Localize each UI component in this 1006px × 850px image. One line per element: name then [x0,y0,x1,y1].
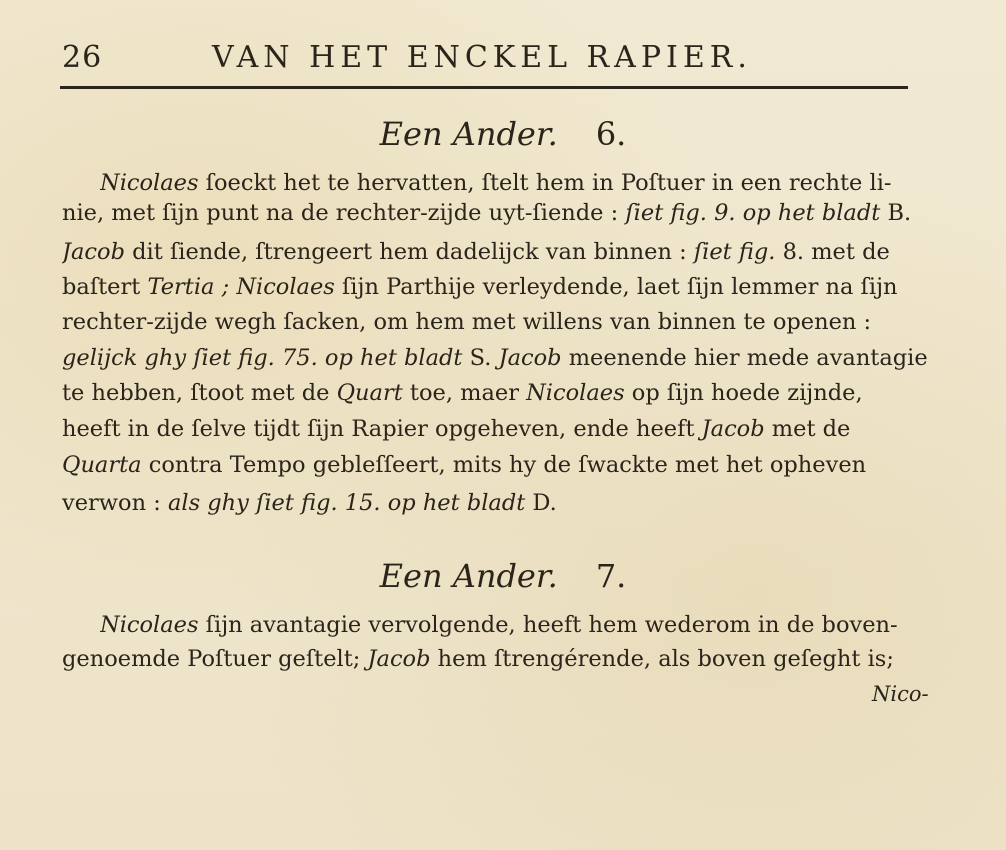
section-title: Een Ander. [379,115,558,153]
roman-text: D. [525,490,557,516]
roman-text: rechter-zijde wegh ſacken, om hem met willens van binnen te openen : [62,309,872,335]
header-rule [60,86,908,89]
running-title: VAN HET ENCKEL RAPIER. [212,40,752,75]
roman-text: hem ſtrengérende, als boven geſeght is; [430,646,894,672]
roman-text: op ſijn hoede zijnde, [624,380,863,406]
roman-text: met de [764,416,851,442]
roman-text: 8. met de [775,239,890,265]
italic-text: ſiet fig. 9. op het bladt [625,200,881,226]
section-title: Een Ander. [379,557,558,595]
italic-text: Jacob [62,239,125,265]
text-line [62,450,942,480]
roman-text: genoemde Poſtuer geſtelt; [62,646,368,672]
catchword: Nico- [872,682,929,706]
italic-text: Nicolaes [526,380,625,406]
italic-text: Nicolaes [100,612,199,638]
text-line [100,610,942,640]
text-line [62,343,942,373]
text-line [100,168,942,198]
roman-text: verwon : [62,490,168,516]
roman-text: ſoeckt het te hervatten, ſtelt hem in Poſtuer in een rechte li- [198,170,892,196]
italic-text: Quart [336,380,403,406]
italic-text: Nicolaes [100,170,199,196]
italic-text: Tertia ; Nicolaes [147,274,335,300]
italic-text: ſiet fig. [693,239,776,265]
section-heading-6 [0,115,1006,153]
text-line [62,198,942,228]
italic-text: als ghy ſiet fig. 15. op het bladt [167,490,526,516]
roman-text: S. [462,345,499,371]
page-number: 26 [62,40,103,75]
roman-text: ſijn Parthije verleydende, laet ſijn lemmer na ſijn [334,274,898,300]
roman-text: toe, maer [402,380,527,406]
roman-text: nie, met ſijn punt na de rechter-zijde uyt-ſiende : [62,200,626,226]
roman-text: contra Tempo gebleſſeert, mits hy de ſwackte met het opheven [141,452,867,478]
roman-text: meenende hier mede avantagie [561,345,928,371]
text-line [62,237,942,267]
italic-text: Jacob [367,646,431,672]
text-line [62,488,942,518]
roman-text: baſtert [62,274,148,300]
italic-text: Jacob [498,345,562,371]
page-header [62,38,908,78]
text-line [62,307,942,337]
text-line [62,378,942,408]
roman-text: ſijn avantagie vervolgende, heeft hem wederom in de boven- [198,612,898,638]
italic-text: Quarta [62,452,142,478]
section-number: 7. [595,557,627,595]
text-line [62,644,942,674]
section-number: 6. [595,115,627,153]
italic-text: gelijck ghy ſiet fig. 75. op het bladt [62,345,463,371]
section-heading-7 [0,557,1006,595]
roman-text: B. [880,200,912,226]
roman-text: dit ſiende, ſtrengeert hem dadelijck van binnen : [125,239,694,265]
text-line [62,272,942,302]
text-line [62,414,942,444]
roman-text: heeft in de ſelve tijdt ſijn Rapier opgeheven, ende heeft [62,416,702,442]
roman-text: te hebben, ſtoot met de [62,380,337,406]
italic-text: Jacob [701,416,765,442]
